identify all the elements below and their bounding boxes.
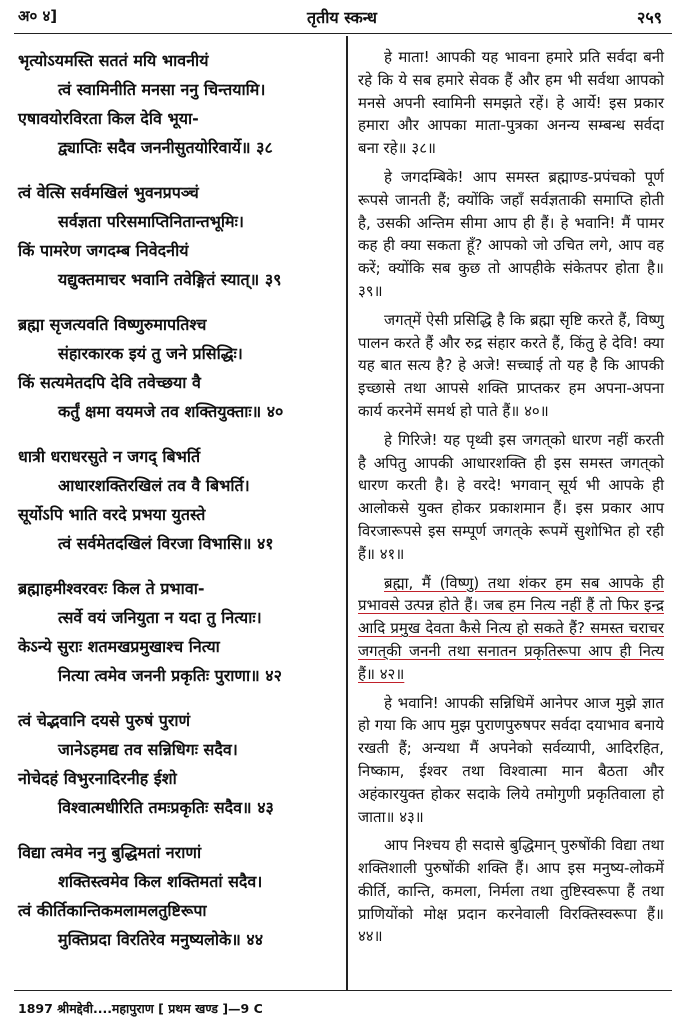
- page-header: [0, 0, 684, 34]
- verse-line: त्वं चेद्भवानि दयसे पुरुषं पुराणं: [18, 711, 191, 730]
- verse-line: यद्युक्तमाचर भवानि तवेङ्गितं स्यात्॥ ३९: [58, 270, 282, 289]
- verse-block: [18, 838, 336, 954]
- verse-line: आधारशक्तिरखिलं तव वै बिभर्ति।: [58, 476, 250, 495]
- section-title: तृतीय स्कन्ध: [306, 8, 378, 27]
- verse-line: विश्वात्मधीरिति तमःप्रकृतिः सदैव॥ ४३: [58, 798, 274, 817]
- verse-line: धात्री धराधरसुते न जगद् बिभर्ति: [18, 447, 201, 466]
- verse-line: त्वं सर्वमेतदखिलं विरजा विभासि॥ ४१: [58, 534, 274, 553]
- verse-line: शक्तिस्त्वमेव किल शक्तिमतां सदैव।: [58, 872, 263, 891]
- verse-block: [18, 46, 336, 162]
- verse-line: संहारकारक इयं तु जने प्रसिद्धिः।: [58, 344, 243, 363]
- translation-paragraph: हे माता! आपकी यह भावना हमारे प्रति सर्वदा बनी रहे कि ये सब हमारे सेवक हैं और हम भी सर्वथा आपको मनसे अपनी स्वामिनी समझते रहें। हे आर्ये! इस प्रकार हमारा और आपका माता-पुत्रका अनन्य सम्बन्ध सर्वदा बना रहे॥ ३८॥: [358, 48, 664, 158]
- verse-line: विद्या त्वमेव ननु बुद्धिमतां नराणां: [18, 843, 202, 862]
- hindi-translation-column: [358, 46, 664, 954]
- translation-paragraph: जगत्‌में ऐसी प्रसिद्धि है कि ब्रह्मा सृष्टि करते हैं, विष्णु पालन करते हैं और रुद्र संहार करते हैं, किंतु हे देवि! क्या यह बात सत्य है? हे अजे! सच्चाई तो यह है कि आपकी इच्छासे तथा आपसे शक्ति प्राप्तकर हम अपना-अपना कार्य करनेमें समर्थ हो पाते हैं॥ ४०॥: [358, 310, 664, 420]
- page-number: २५९: [637, 8, 662, 27]
- verse-line: जानेऽहमद्य तव सन्निधिगः सदैव।: [58, 740, 238, 759]
- verse-block: [18, 706, 336, 822]
- verse-block: [18, 442, 336, 558]
- header-rule: [14, 33, 672, 34]
- verse-line: त्वं वेत्सि सर्वमखिलं भुवनप्रपञ्चं: [18, 183, 199, 202]
- verse-line: किं सत्यमेतदपि देवि तवेच्छया वै: [18, 373, 201, 392]
- verse-line: केऽन्ये सुराः शतमखप्रमुखाश्च नित्या: [18, 637, 220, 656]
- verse-line: मुक्तिप्रदा विरतिरेव मनुष्यलोके॥ ४४: [58, 930, 264, 949]
- page-footer: 1897 श्रीमद्देवी....महापुराण [ प्रथम खण्ड ]—9 C: [18, 1001, 263, 1016]
- verse-line: त्सर्वे वयं जनियुता न यदा तु नित्याः।: [58, 608, 262, 627]
- verse-line: त्वं कीर्तिकान्तिकमलामलतुष्टिरूपा: [18, 901, 207, 920]
- verse-line: द्व्याप्तिः सदैव जननीसुतयोरिवार्ये॥ ३८: [58, 138, 273, 157]
- verse-line: ब्रह्मा सृजत्यवति विष्णुरुमापतिश्च: [18, 315, 207, 334]
- translation-paragraph: हे जगदम्बिके! आप समस्त ब्रह्माण्ड-प्रपंचको पूर्ण रूपसे जानती हैं; क्योंकि जहाँ सर्वज्ञताकी समाप्ति होती है, उसकी अन्तिम सीमा आप ही हैं। हे भवानि! मैं पामर कह ही क्या सकता हूँ? आपको जो उचित लगे, आप वह करें; क्योंकि सब कुछ तो आपहीके संकेतपर होता है॥ ३९॥: [358, 167, 664, 300]
- verse-line: भृत्योऽयमस्ति सततं मयि भावनीयं: [18, 51, 209, 70]
- verse-line: सूर्योऽपि भाति वरदे प्रभया युतस्ते: [18, 505, 206, 524]
- verse-line: किं पामरेण जगदम्ब निवेदनीयं: [18, 241, 189, 260]
- verse-line: एषावयोरविरता किल देवि भूया-: [18, 109, 199, 128]
- translation-paragraph: हे भवानि! आपकी सन्निधिमें आनेपर आज मुझे ज्ञात हो गया कि आप मुझ पुराणपुरुषपर सर्वदा दयाभाव बनाये रखती हैं; अन्यथा मैं अपनेको सर्वव्यापी, आदिरहित, निष्काम, ईश्वर तथा विश्वात्मा मान बैठता और अहंकारयुक्त होकर सदाके लिये तमोगुणी प्रकृतिवाला हो जाता॥ ४३॥: [358, 693, 664, 826]
- verse-line: सर्वज्ञता परिसमाप्तिनितान्तभूमिः।: [58, 212, 244, 231]
- chapter-marker: अ० ४]: [18, 7, 58, 25]
- verse-line: त्वं स्वामिनीति मनसा ननु चिन्तयामि।: [58, 80, 266, 99]
- translation-paragraph: आप निश्चय ही सदासे बुद्धिमान् पुरुषोंकी विद्या तथा शक्तिशाली पुरुषोंकी शक्ति हैं। आप इस मनुष्य-लोकमें कीर्ति, कान्ति, कमला, निर्मला तथा तुष्टिस्वरूपा हैं तथा प्राणियोंको मोक्ष प्रदान करनेवाली विरक्तिस्वरूपा हैं॥ ४४॥: [358, 836, 664, 946]
- verse-block: [18, 574, 336, 690]
- verse-block: [18, 310, 336, 426]
- verse-line: ब्रह्माहमीश्वरवरः किल ते प्रभावा-: [18, 579, 205, 598]
- verse-line: नित्या त्वमेव जननी प्रकृतिः पुराणा॥ ४२: [58, 666, 282, 685]
- verse-block: [18, 178, 336, 294]
- footer-rule: [14, 990, 672, 991]
- translation-paragraph: ब्रह्मा, मैं (विष्णु) तथा शंकर हम सब आपके ही प्रभावसे उत्पन्न होते हैं। जब हम नित्य नहीं हैं तो फिर इन्द्र आदि प्रमुख देवता कैसे नित्य हो सकते हैं? समस्त चराचर जगत्‌की जननी तथा सनातन प्रकृतिरूपा आप ही नित्य हैं॥ ४२॥: [358, 573, 664, 683]
- column-divider: [346, 36, 348, 991]
- verse-line: नोचेदहं विभुरनादिरनीह ईशो: [18, 769, 177, 788]
- verse-line: कर्तुं क्षमा वयमजे तव शक्तियुक्ताः॥ ४०: [58, 402, 284, 421]
- translation-paragraph: हे गिरिजे! यह पृथ्वी इस जगत्‌को धारण नहीं करती है अपितु आपकी आधारशक्ति ही इस समस्त जगत्‌को धारण करती है। हे वरदे! भगवान् सूर्य भी आपके ही आलोकसे युक्त होकर प्रकाशमान हैं। इस प्रकार आप विरजारूपसे इस सम्पूर्ण जगत्‌के रूपमें सुशोभित हो रही हैं॥ ४१॥: [358, 430, 664, 563]
- sanskrit-verses-column: [18, 46, 336, 970]
